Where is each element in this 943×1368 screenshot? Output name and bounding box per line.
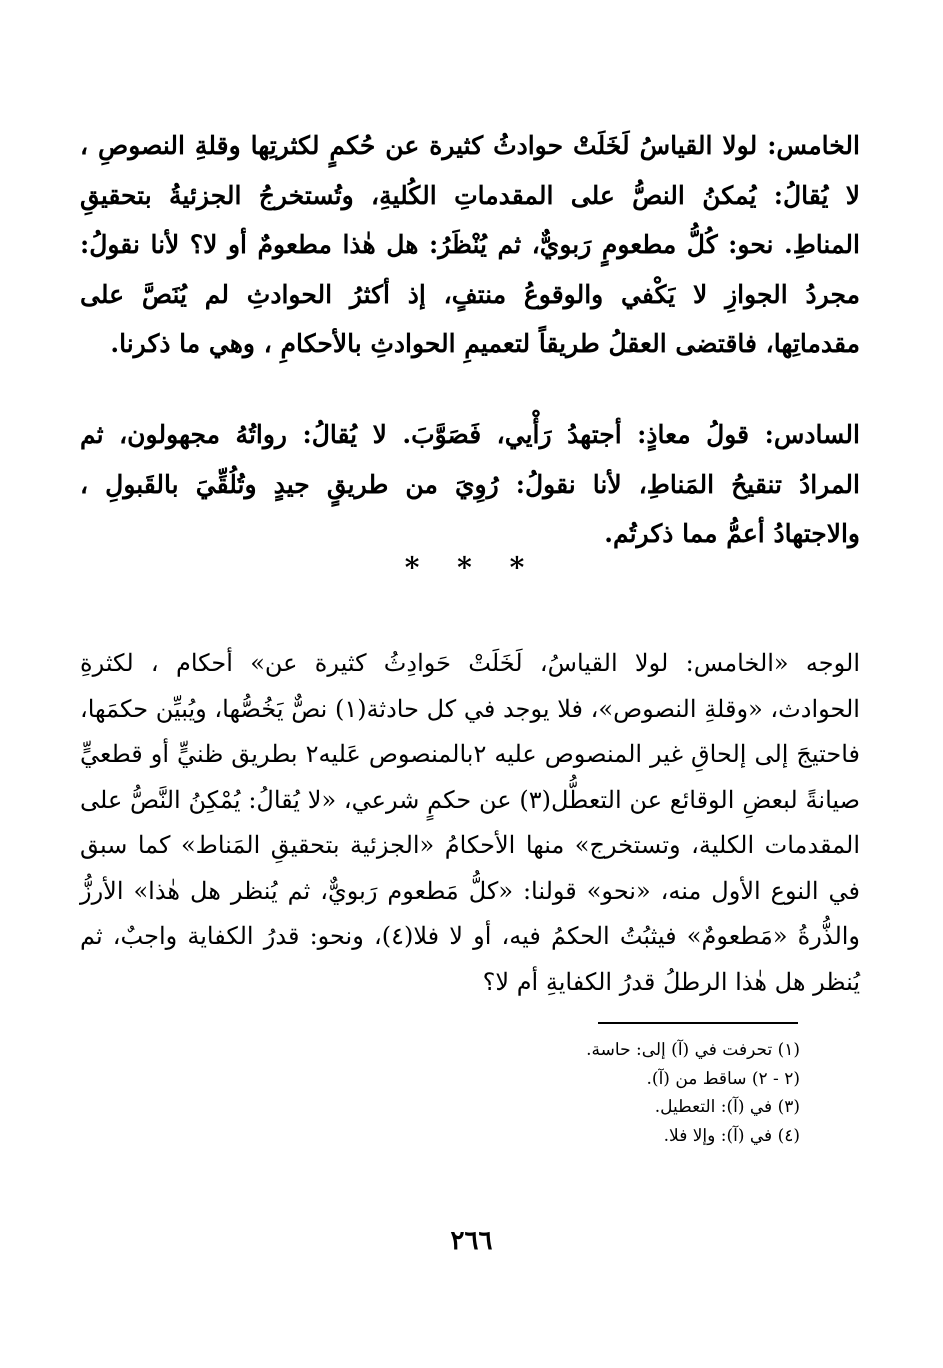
page-number: ٢٦٦ <box>450 1226 493 1256</box>
section-separator: * * * <box>404 551 539 584</box>
body-paragraph-sixth: السادس: قولُ معاذٍ: أجتهدُ رَأْيي، فَصَوَّبَ. لا يُقالُ: رواتُهُ مجهولون، ثم المرادُ تنقيحُ المَناطِ، لأنا نقولُ: رُوِيَ من طريقٍ جيدٍ وتُلُقِّيَ بالقَبولِ ، والاجتهادُ أعمُّ مما ذكرتُم. <box>80 420 860 548</box>
footnote-1: (١) تحرفت في (آ) إلى: حاسة. <box>586 1040 800 1060</box>
commentary-paragraph: الوجه «الخامس: لولا القياسُ، لَخَلَتْ حَوادِثُ كثيرة عن» أحكام ، لكثرةِ الحوادث، «وقلةِ النصوص»، فلا يوجد في كل حادثة(١) نصٌّ يَخُصُّها، ويُبيِّن حكمَها، فاحتيجَ إلى إلحاقِ غير المنصوص عليه ٢بالمنصوص عَليه٢ بطريق ظنيٍّ أو قطعيٍّ صيانةً لبعضِ الوقائع عن التعطُّل(٣) عن حكمٍ شرعي، «لا يُقالُ: يُمْكِنُ النَّصُّ على المقدمات الكلية، وتستخرج» منها الأحكامُ «الجزئية بتحقيقِ المَناط» كما سبق في النوع الأول منه، «نحو» قولنا: «كلُّ مَطعوم رَبويٌّ، ثم يُنظر هل هٰذا» الأرزُّ والذُّرةُ «مَطعومٌ» فيثبُتُ الحكمُ فيه، أو لا فلا(٤)، ونحو: قدرُ الكفاية واجبٌ، ثم يُنظر هل هٰذا الرطلُ قدرُ الكفايةِ أم لا؟ <box>80 649 861 996</box>
footnote-4: (٤) في (آ): وإلا فلا. <box>663 1125 800 1146</box>
footnote-2: (٢ - ٢) ساقط من (آ). <box>646 1068 800 1089</box>
body-paragraph-fifth: الخامس: لولا القياسُ لَخَلَتْ حوادثُ كثيرة عن حُكمٍ لكثرتِها وقلةِ النصوصِ ، لا يُقالُ: يُمكنُ النصُّ على المقدماتِ الكُليةِ، وتُستخرجُ الجزئيةُ بتحقيقِ المناطِ. نحو: كُلُّ مطعومٍ رَبويٌّ، ثم يُنْظَرُ: هل هٰذا مطعومٌ أو لا؟ لأنا نقولُ: مجردُ الجوازِ لا يَكْفي والوقوعُ منتفٍ، إذ أكثرُ الحوادثِ لم يُنَصَّ على مقدماتِها، فاقتضى العقلُ طريقاً لتعميمِ الحوادثِ بالأحكامِ ، وهي ما ذكرنا. <box>80 131 860 358</box>
footnotes <box>420 1036 800 1150</box>
footnote-divider <box>598 1022 798 1024</box>
footnote-3: (٣) في (آ): التعطيل. <box>654 1097 800 1117</box>
